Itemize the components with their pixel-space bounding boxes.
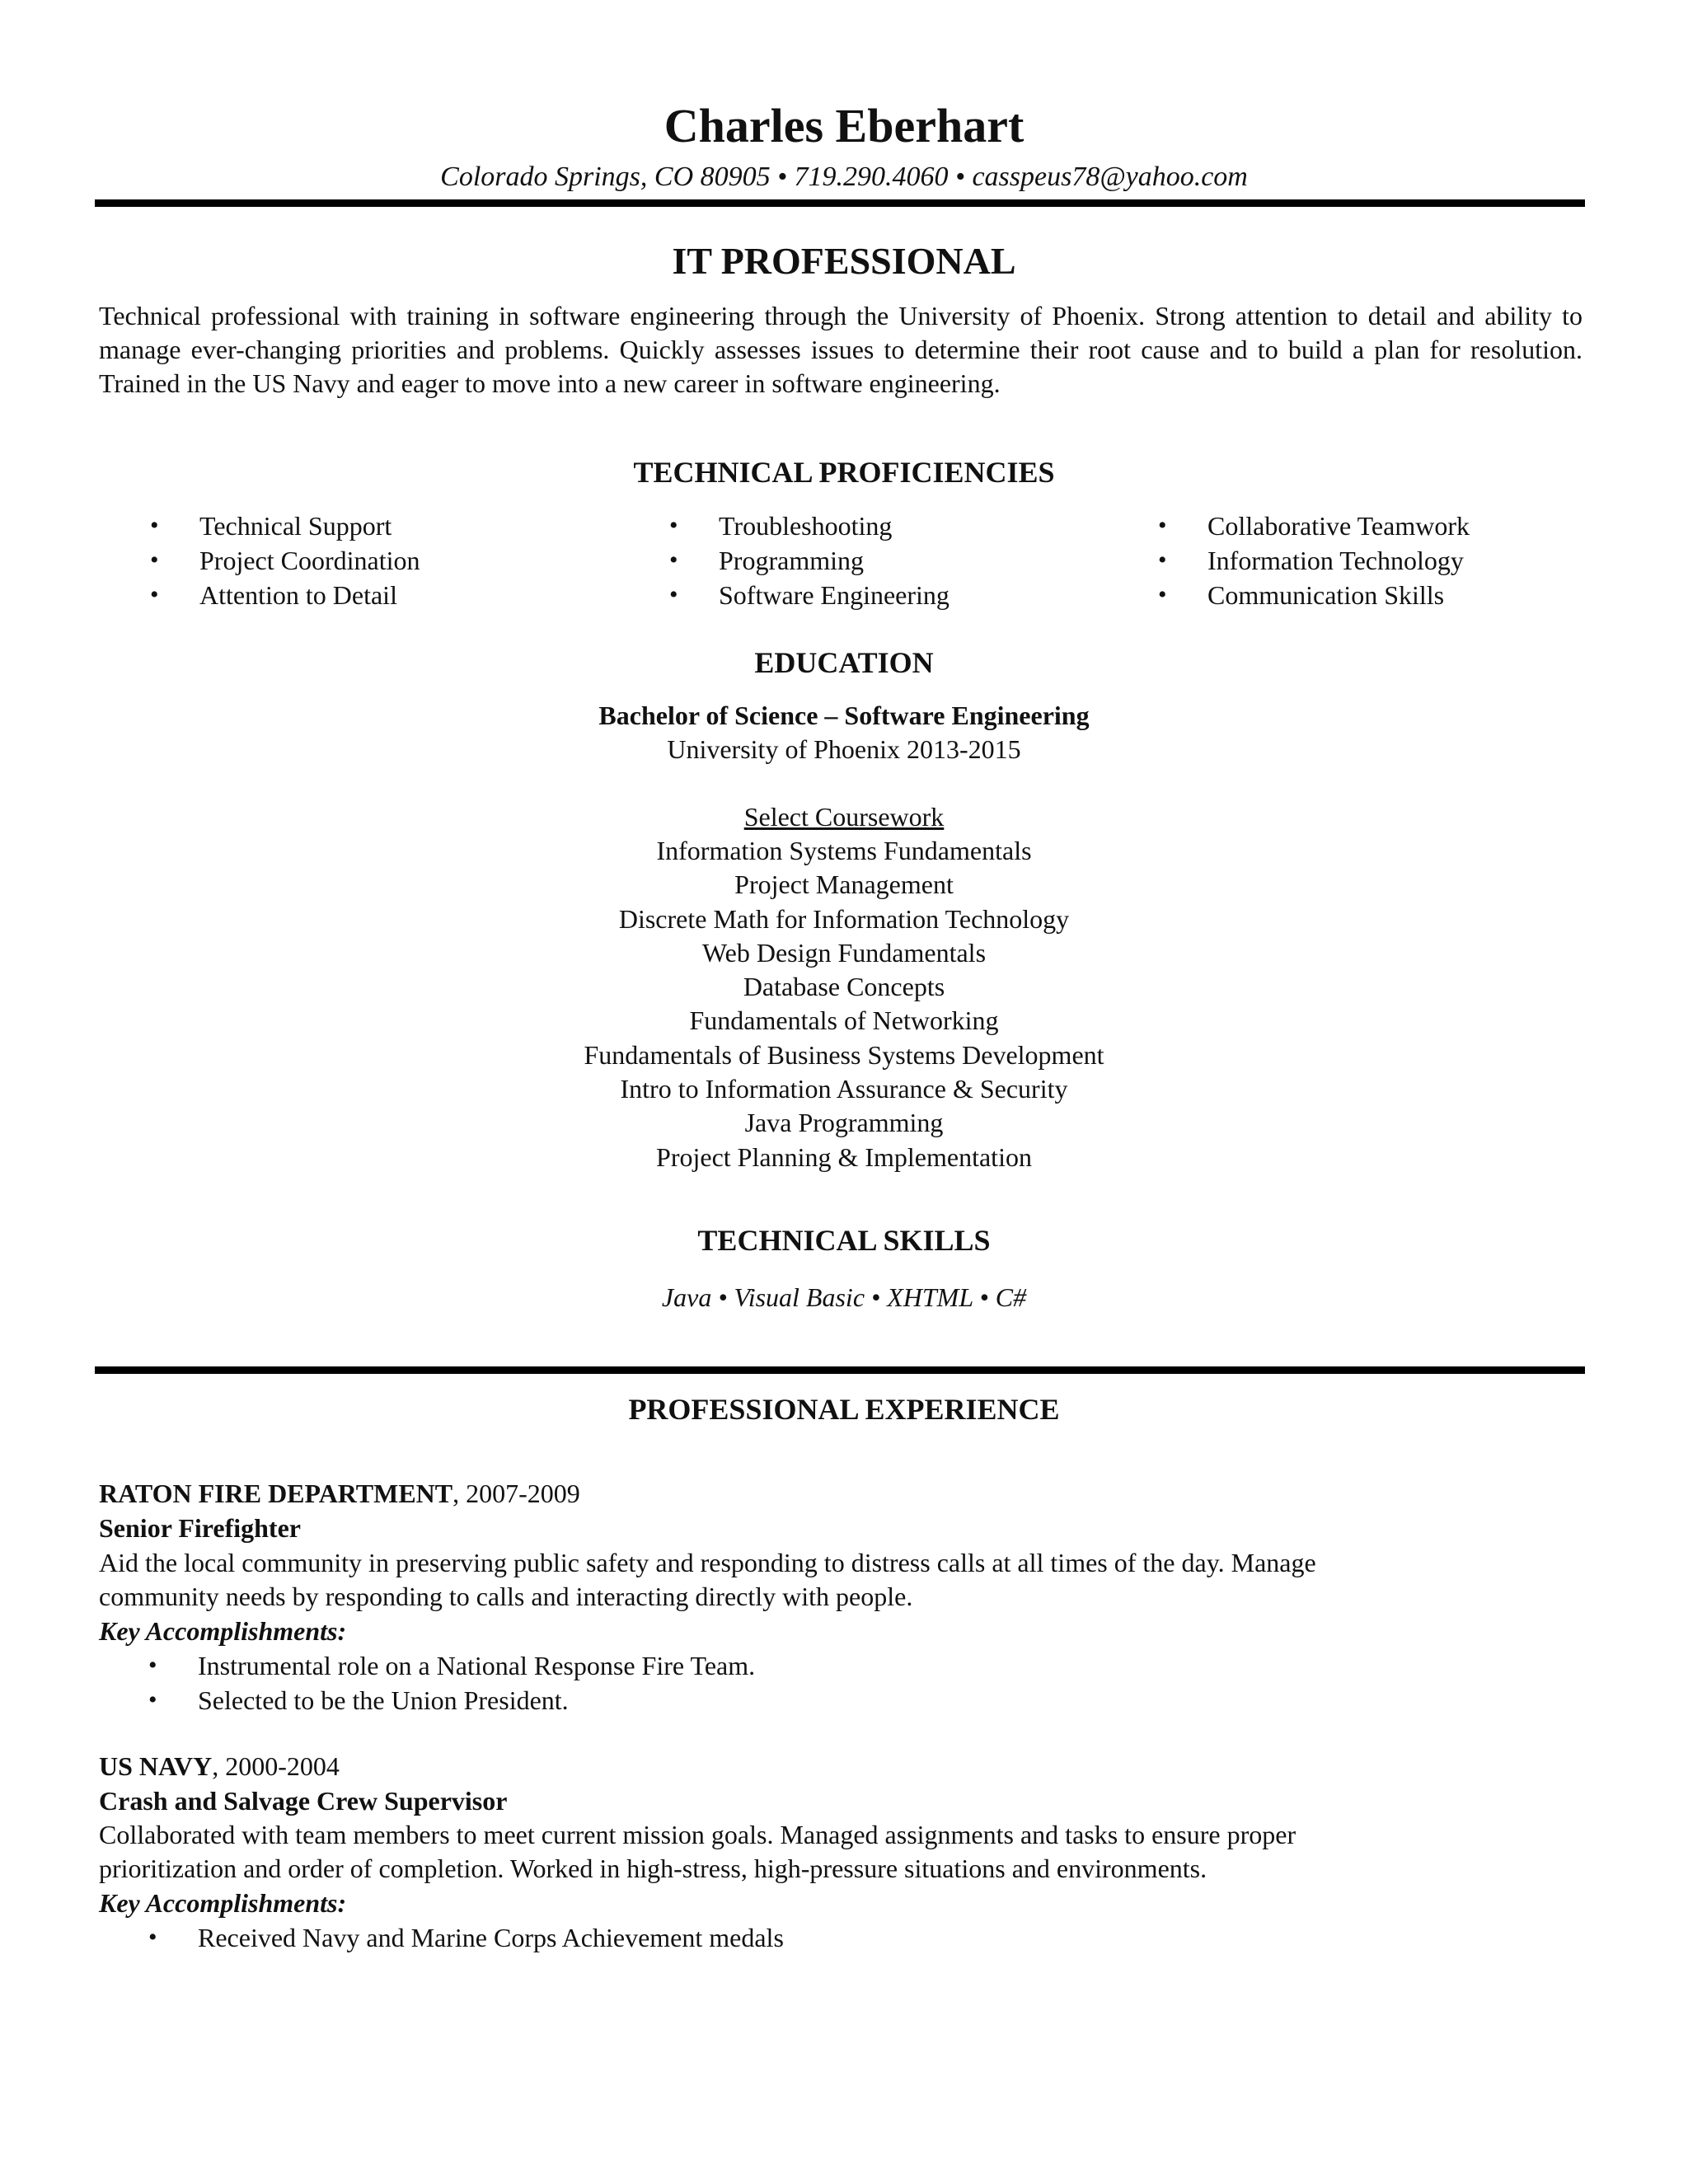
bullet-icon: •: [148, 1924, 157, 1951]
course-item: Database Concepts: [743, 972, 945, 1002]
coursework-list: [0, 834, 1688, 1174]
coursework-heading: Select Coursework: [743, 802, 945, 832]
bullet-icon: •: [669, 546, 678, 574]
proficiency-item: • Communication Skills: [1158, 578, 1620, 612]
proficiencies-column-2: [669, 509, 1131, 612]
bullet-icon: •: [150, 512, 159, 539]
school: University of Phoenix 2013-2015: [667, 734, 1021, 764]
job-employer: RATON FIRE DEPARTMENT: [99, 1479, 453, 1508]
education-heading: EDUCATION: [754, 646, 934, 679]
proficiency-item: • Programming: [669, 543, 1131, 578]
job-description-line: prioritization and order of completion. Worked in high-stress, high-pressure situations and environments.: [99, 1854, 1207, 1883]
course-item: Web Design Fundamentals: [701, 937, 987, 968]
bullet-icon: •: [669, 581, 678, 608]
proficiency-item: • Software Engineering: [669, 578, 1131, 612]
proficiency-item: • Collaborative Teamwork: [1158, 509, 1620, 543]
proficiency-item: • Attention to Detail: [150, 578, 612, 612]
job-dates: , 2007-2009: [452, 1479, 580, 1508]
proficiencies-column-1: [150, 509, 612, 612]
proficiency-item: • Troubleshooting: [669, 509, 1131, 543]
accomplishment-item: • Instrumental role on a National Response Fire Team.: [148, 1648, 755, 1683]
bullet-icon: •: [1158, 512, 1167, 539]
bullet-icon: •: [148, 1652, 157, 1679]
accomplishment-item: • Selected to be the Union President.: [148, 1683, 755, 1718]
job-employer-line: [99, 1750, 340, 1783]
proficiencies-heading: TECHNICAL PROFICIENCIES: [633, 456, 1055, 489]
technical-skills-heading: TECHNICAL SKILLS: [697, 1224, 991, 1257]
technical-skills-line: Java • Visual Basic • XHTML • C#: [661, 1282, 1027, 1312]
course-item: Information Systems Fundamentals: [656, 836, 1032, 865]
course-item: Project Management: [734, 869, 954, 900]
bullet-icon: •: [148, 1686, 157, 1713]
job-description: [99, 1818, 1517, 1886]
bullet-icon: •: [1158, 546, 1167, 574]
course-item: Discrete Math for Information Technology: [618, 903, 1070, 934]
proficiency-item: • Technical Support: [150, 509, 612, 543]
bullet-icon: •: [669, 512, 678, 539]
job-description: [99, 1546, 1517, 1614]
course-item: Fundamentals of Networking: [689, 1005, 999, 1036]
accomplishments-list: [148, 1648, 755, 1718]
job-description-line: Aid the local community in preserving public safety and responding to distress calls at all times of the day. Manage: [99, 1548, 1316, 1577]
job-title: Senior Firefighter: [99, 1513, 301, 1543]
key-accomplishments-label: Key Accomplishments:: [99, 1888, 347, 1918]
header-divider: [95, 199, 1585, 207]
course-item: Fundamentals of Business Systems Development: [584, 1039, 1104, 1070]
experience-divider: [95, 1366, 1585, 1374]
course-item: Java Programming: [744, 1108, 944, 1138]
job-description-line: Collaborated with team members to meet current mission goals. Managed assignments and tasks to ensure proper: [99, 1820, 1296, 1849]
course-item: Project Planning & Implementation: [656, 1141, 1032, 1172]
experience-heading: PROFESSIONAL EXPERIENCE: [628, 1393, 1060, 1426]
proficiency-item: • Information Technology: [1158, 543, 1620, 578]
job-employer-line: [99, 1477, 580, 1511]
degree: Bachelor of Science – Software Engineering: [598, 701, 1090, 730]
key-accomplishments-label: Key Accomplishments:: [99, 1616, 347, 1646]
accomplishment-item: • Received Navy and Marine Corps Achievement medals: [148, 1920, 784, 1955]
job-dates: , 2000-2004: [212, 1751, 340, 1781]
accomplishments-list: [148, 1920, 784, 1955]
job-employer: US NAVY: [99, 1751, 213, 1781]
course-item: Intro to Information Assurance & Security: [620, 1074, 1068, 1104]
job-description-line: community needs by responding to calls and interacting directly with people.: [99, 1582, 913, 1611]
bullet-icon: •: [1158, 581, 1167, 608]
profile-title: IT PROFESSIONAL: [672, 240, 1016, 282]
profile-summary: Technical professional with training in software engineering through the University of Phoenix. Strong attention to detail and ability to manage ever-changing priorities and problems. Quickly assesses issues to determine their root cause and to build a plan for resolution. Trained in the US Navy and eager to move into a new career in software engineering.: [99, 301, 1582, 398]
job-title: Crash and Salvage Crew Supervisor: [99, 1786, 508, 1816]
contact-line: Colorado Springs, CO 80905 • 719.290.4060 • casspeus78@yahoo.com: [440, 162, 1248, 192]
proficiency-item: • Project Coordination: [150, 543, 612, 578]
bullet-icon: •: [150, 546, 159, 574]
proficiencies-column-3: [1158, 509, 1620, 612]
bullet-icon: •: [150, 581, 159, 608]
candidate-name: Charles Eberhart: [663, 99, 1025, 152]
